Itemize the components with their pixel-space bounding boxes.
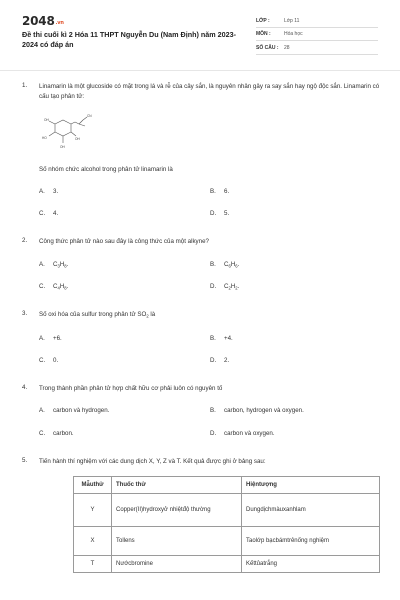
table-cell: Dungdịchmàuxanhlam xyxy=(242,494,380,527)
option-letter: B. xyxy=(210,261,216,268)
question-number: 4. xyxy=(22,384,28,391)
table-cell: T xyxy=(74,556,112,573)
question-followup: Số nhóm chức alcohol trong phân tử linamarin là xyxy=(39,166,173,173)
question-text: Công thức phân tử nào sau đây là công thức của một alkyne? xyxy=(39,238,209,245)
option-text: $C_4H_8$. xyxy=(53,283,69,291)
option-letter: A. xyxy=(39,261,45,268)
option-text: $C_2H_2$. xyxy=(224,283,240,291)
option-text: +4. xyxy=(224,335,233,342)
table-cell: Taolớp bạcbámtrênống nghiệm xyxy=(242,527,380,556)
question-number: 2. xyxy=(22,237,28,244)
option-letter: D. xyxy=(210,210,217,217)
option-letter: C. xyxy=(39,357,46,364)
table-row xyxy=(74,556,380,573)
option-letter: D. xyxy=(210,283,217,290)
question-number: 1. xyxy=(22,82,28,89)
table-row xyxy=(74,494,380,527)
meta-label: SỐ CÂU : xyxy=(256,45,279,51)
question-text: Tiến hành thí nghiệm với các dung dịch X, Y, Z và T. Kết quả được ghi ở bảng sau: xyxy=(39,458,266,465)
meta-label: MÔN : xyxy=(256,31,271,37)
structure-label: OH xyxy=(75,137,80,141)
option-letter: C. xyxy=(39,283,46,290)
question-number: 5. xyxy=(22,457,28,464)
logo-text: 2048 xyxy=(22,14,55,28)
option-text: 4. xyxy=(53,210,59,217)
table-cell: Tollens xyxy=(112,527,242,556)
option-text: 5. xyxy=(224,210,230,217)
structure-label: OH xyxy=(44,118,49,122)
option-text: 2. xyxy=(224,357,230,364)
site-logo[interactable] xyxy=(22,14,64,28)
option-letter: A. xyxy=(39,335,45,342)
option-text: 3. xyxy=(53,188,59,195)
table-header-row xyxy=(74,477,380,494)
option-text: +6. xyxy=(53,335,62,342)
table-row xyxy=(74,527,380,556)
option-text: carbon, hydrogen và oxygen. xyxy=(224,407,304,414)
meta-value: Lớp 11 xyxy=(284,18,300,24)
meta-value: Hóa học xyxy=(284,31,303,37)
meta-label: LỚP : xyxy=(256,18,270,24)
table-cell: Y xyxy=(74,494,112,527)
option-text: carbon và hydrogen. xyxy=(53,407,110,414)
question-text: Số oxi hóa của sulfur trong phân tử $SO_2$ là xyxy=(39,311,156,319)
table-header-cell: Thuốc thử xyxy=(112,477,242,494)
linamarin-structure-image xyxy=(37,112,97,150)
logo-suffix: .vn xyxy=(55,20,64,26)
option-letter: D. xyxy=(210,357,217,364)
structure-label: OH xyxy=(60,145,65,149)
question-text: Linamarin là một glucoside có mặt trong lá và rễ của cây sắn, là nguyên nhân gây ra say sắn hay ngộ độc sắn. Linamarin có cấu tạo phân tử: xyxy=(39,83,380,100)
meta-value: 28 xyxy=(284,45,290,51)
option-letter: D. xyxy=(210,430,217,437)
meta-question-count xyxy=(256,42,378,55)
option-text: carbon và oxygen. xyxy=(224,430,275,437)
option-text: carbon. xyxy=(53,430,74,437)
header-divider xyxy=(0,70,400,71)
option-text: $C_3H_8$. xyxy=(53,261,69,269)
question-text: Trong thành phần phân tử hợp chất hữu cơ phải luôn có nguyên tố xyxy=(39,385,223,392)
structure-label: HO xyxy=(42,136,47,140)
option-text: 6. xyxy=(224,188,230,195)
option-letter: A. xyxy=(39,407,45,414)
meta-subject xyxy=(256,28,378,41)
table-cell: Nướcbromine xyxy=(112,556,242,573)
table-cell: Copper(II)hydroxyở nhiệtđộ thường xyxy=(112,494,242,527)
option-letter: B. xyxy=(210,335,216,342)
option-letter: C. xyxy=(39,430,46,437)
option-letter: C. xyxy=(39,210,46,217)
exam-title: Đề thi cuối kì 2 Hóa 11 THPT Nguyễn Du (Nam Định) năm 2023-2024 có đáp án xyxy=(22,30,237,49)
option-text: 0. xyxy=(53,357,59,364)
table-header-cell: Mẫuthử xyxy=(74,477,112,494)
structure-label: CN xyxy=(87,114,92,118)
meta-class xyxy=(256,15,378,28)
table-cell: X xyxy=(74,527,112,556)
option-letter: A. xyxy=(39,188,45,195)
question-number: 3. xyxy=(22,310,28,317)
page-header xyxy=(0,0,400,66)
option-letter: B. xyxy=(210,188,216,195)
table-cell: Kếttủatrắng xyxy=(242,556,380,573)
experiment-results-table xyxy=(73,476,380,573)
table-header-cell: Hiệntượng xyxy=(242,477,380,494)
option-letter: B. xyxy=(210,407,216,414)
option-text: $C_6H_6$. xyxy=(224,261,240,269)
